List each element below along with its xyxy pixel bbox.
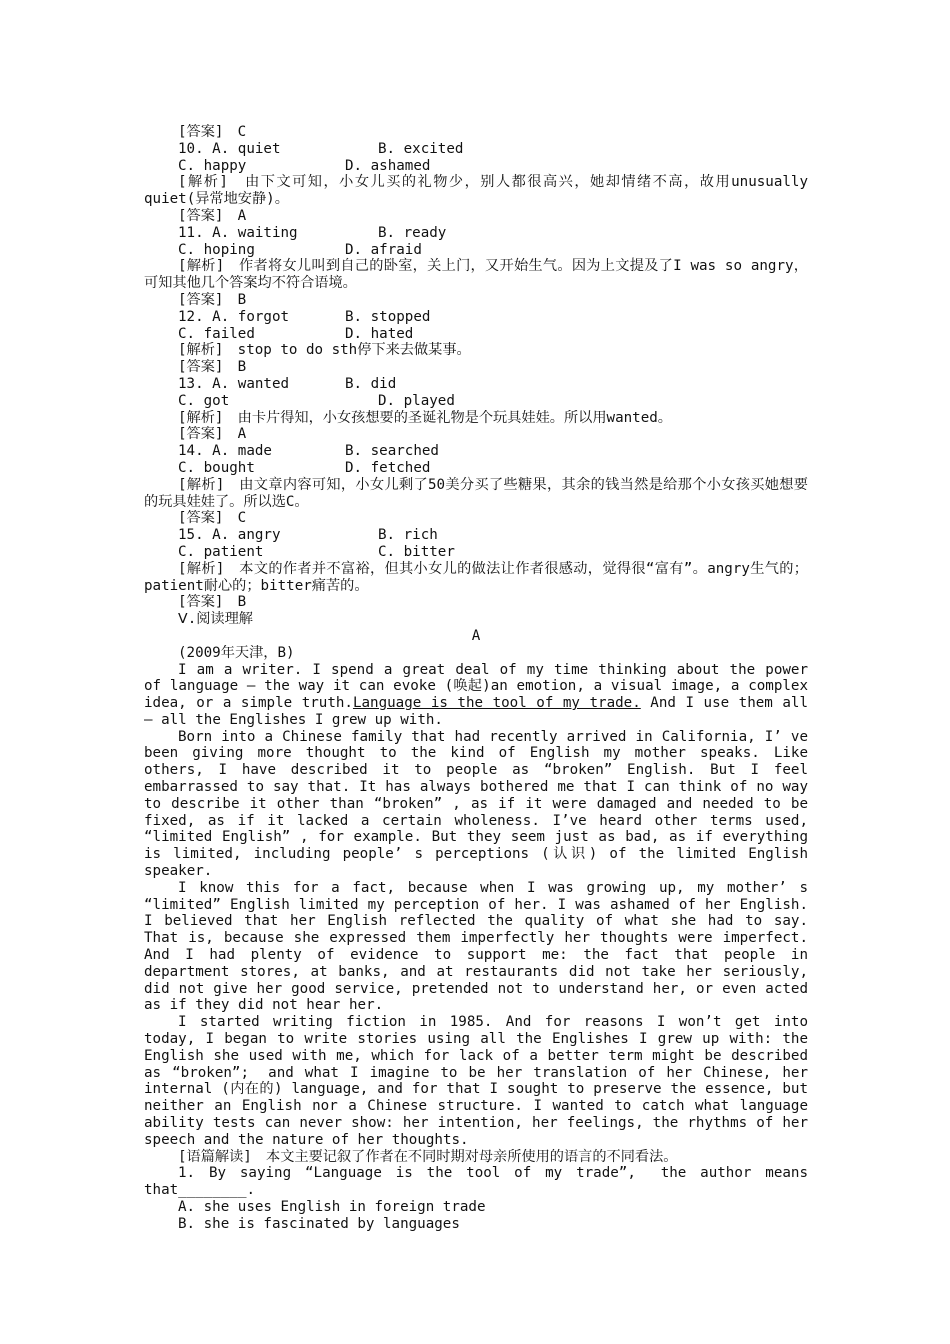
section-letter: A bbox=[471, 627, 481, 644]
option-text: C. bitter bbox=[378, 543, 455, 560]
text-line: [答案] B bbox=[178, 359, 247, 376]
option-row bbox=[144, 460, 808, 477]
option-text: 15. A. angry bbox=[178, 527, 281, 544]
text-line: [答案] B bbox=[178, 594, 247, 611]
question-1: 1. By saying “Language is the tool of my trade”, the author means that________. bbox=[144, 1165, 808, 1199]
option-row bbox=[144, 309, 808, 326]
option-row bbox=[144, 393, 808, 410]
option-text: C. happy bbox=[178, 157, 247, 174]
option-text: B. rich bbox=[378, 527, 438, 544]
text-line: [解析] stop to do sth停下来去做某事。 bbox=[178, 342, 471, 359]
option-text: B. searched bbox=[345, 443, 439, 460]
option-text: B. did bbox=[345, 375, 397, 392]
passage bbox=[144, 662, 808, 1149]
question-1-option-a: A. she uses English in foreign trade bbox=[178, 1199, 486, 1215]
text-line: [答案] A bbox=[178, 207, 247, 224]
option-row bbox=[144, 242, 808, 259]
option-row bbox=[144, 527, 808, 544]
option-text: 11. A. waiting bbox=[178, 224, 298, 241]
option-text: D. hated bbox=[345, 325, 414, 342]
text-line: [答案] A bbox=[178, 426, 247, 443]
document-page bbox=[144, 124, 808, 1233]
option-row bbox=[144, 225, 808, 242]
question-1-option-b: B. she is fascinated by languages bbox=[178, 1215, 460, 1232]
passage-paragraph-3: I know this for a fact, because when I was growing up, my mother’ s “limited” English limited my perception of her. I was ashamed of her English. I believed that her English reflected the quality of what she had to say. That is, because she expressed them imperfectly her thoughts were imperfect. And I had plenty of evidence to support me: the fact that people in department stores, at banks, and at restaurants did not take her seriously, did not give her good service, pretended not to understand her, or even acted as if they did not hear her. bbox=[144, 879, 808, 1014]
explanation-text: [解析] 由下文可知，小女儿买的礼物少，别人都很高兴，她却情绪不高，故用unusually quiet(异常地安静)。 bbox=[144, 174, 808, 208]
answer-section bbox=[144, 124, 808, 662]
text-line: [解析] 由卡片得知，小女孩想要的圣诞礼物是个玩具娃娃。所以用wanted。 bbox=[178, 409, 672, 426]
option-text: B. stopped bbox=[345, 308, 431, 325]
explanation-text: [解析] 由文章内容可知，小女儿剩了50美分买了些糖果，其余的钱当然是给那个小女孩买她想要的玩具娃娃了。所以选C。 bbox=[144, 476, 808, 510]
option-text: 10. A. quiet bbox=[178, 140, 281, 157]
option-text: C. hoping bbox=[178, 241, 255, 258]
option-text: B. ready bbox=[378, 224, 447, 241]
option-row bbox=[144, 158, 808, 175]
passage-paragraph-1: I am a writer. I spend a great deal of my time thinking about the power of language — the way it can evoke (唤起)an emotion, a visual image, a complex idea, or a simple truth.Language is the tool of my trade. And I use them all — all the Englishes I grew up with. bbox=[144, 661, 808, 728]
underlined-sentence: Language is the tool of my trade. bbox=[352, 695, 641, 712]
option-row bbox=[144, 376, 808, 393]
passage-paragraph-4: I started writing fiction in 1985. And for reasons I won’t get into today, I began to write stories using all the Englishes I grew up with: the English she used with me, which for lack of a better term might be described as “broken”; and what I imagine to be her translation of her Chinese, her internal (内在的) language, and for that I sought to preserve the essence, but neither an English nor a Chinese structure. I wanted to catch what language ability tests can never show: her intention, her feelings, the rhythms of her speech and the nature of her thoughts. bbox=[144, 1014, 808, 1148]
option-row bbox=[144, 544, 808, 561]
passage-summary: [语篇解读] 本文主要记叙了作者在不同时期对母亲所使用的语言的不同看法。 bbox=[178, 1148, 678, 1165]
text-line: [答案] C bbox=[178, 510, 247, 527]
text-line: [答案] C bbox=[178, 124, 247, 140]
option-row bbox=[144, 443, 808, 460]
text-line: Ⅴ.阅读理解 bbox=[178, 611, 253, 628]
option-text: 14. A. made bbox=[178, 443, 272, 460]
option-row bbox=[144, 326, 808, 343]
option-text: 12. A. forgot bbox=[178, 308, 290, 325]
option-text: D. ashamed bbox=[345, 157, 431, 174]
text-line: [答案] B bbox=[178, 291, 247, 308]
text-line: (2009年天津，B) bbox=[178, 644, 295, 661]
option-row bbox=[144, 141, 808, 158]
option-text: D. played bbox=[378, 392, 455, 409]
explanation-text: [解析] 本文的作者并不富裕，但其小女儿的做法让作者很感动，觉得很“富有”。angry生气的；patient耐心的；bitter痛苦的。 bbox=[144, 560, 808, 594]
option-text: C. failed bbox=[178, 325, 255, 342]
option-text: D. fetched bbox=[345, 459, 431, 476]
passage-paragraph-2: Born into a Chinese family that had recently arrived in California, I’ ve been giving more thought to the kind of English my mother speaks. Like others, I have described it to people as “broken” English. But I feel embarrassed to say that. It has always bothered me that I can think of no way to describe it other than “broken” , as if it were damaged and needed to be fixed, as if it lacked a certain wholeness. I’ve heard other terms used, “limited English” , for example. But they seem just as bad, as if everything is limited, including people’ s perceptions (认识) of the limited English speaker. bbox=[144, 728, 808, 880]
option-text: 13. A. wanted bbox=[178, 375, 290, 392]
option-text: D. afraid bbox=[345, 241, 422, 258]
option-text: C. bought bbox=[178, 459, 255, 476]
explanation-text: [解析] 作者将女儿叫到自己的卧室，关上门，又开始生气。因为上文提及了I was so angry，可知其他几个答案均不符合语境。 bbox=[144, 258, 808, 292]
option-text: B. excited bbox=[378, 140, 464, 157]
option-text: C. got bbox=[178, 392, 230, 409]
option-text: C. patient bbox=[178, 543, 264, 560]
